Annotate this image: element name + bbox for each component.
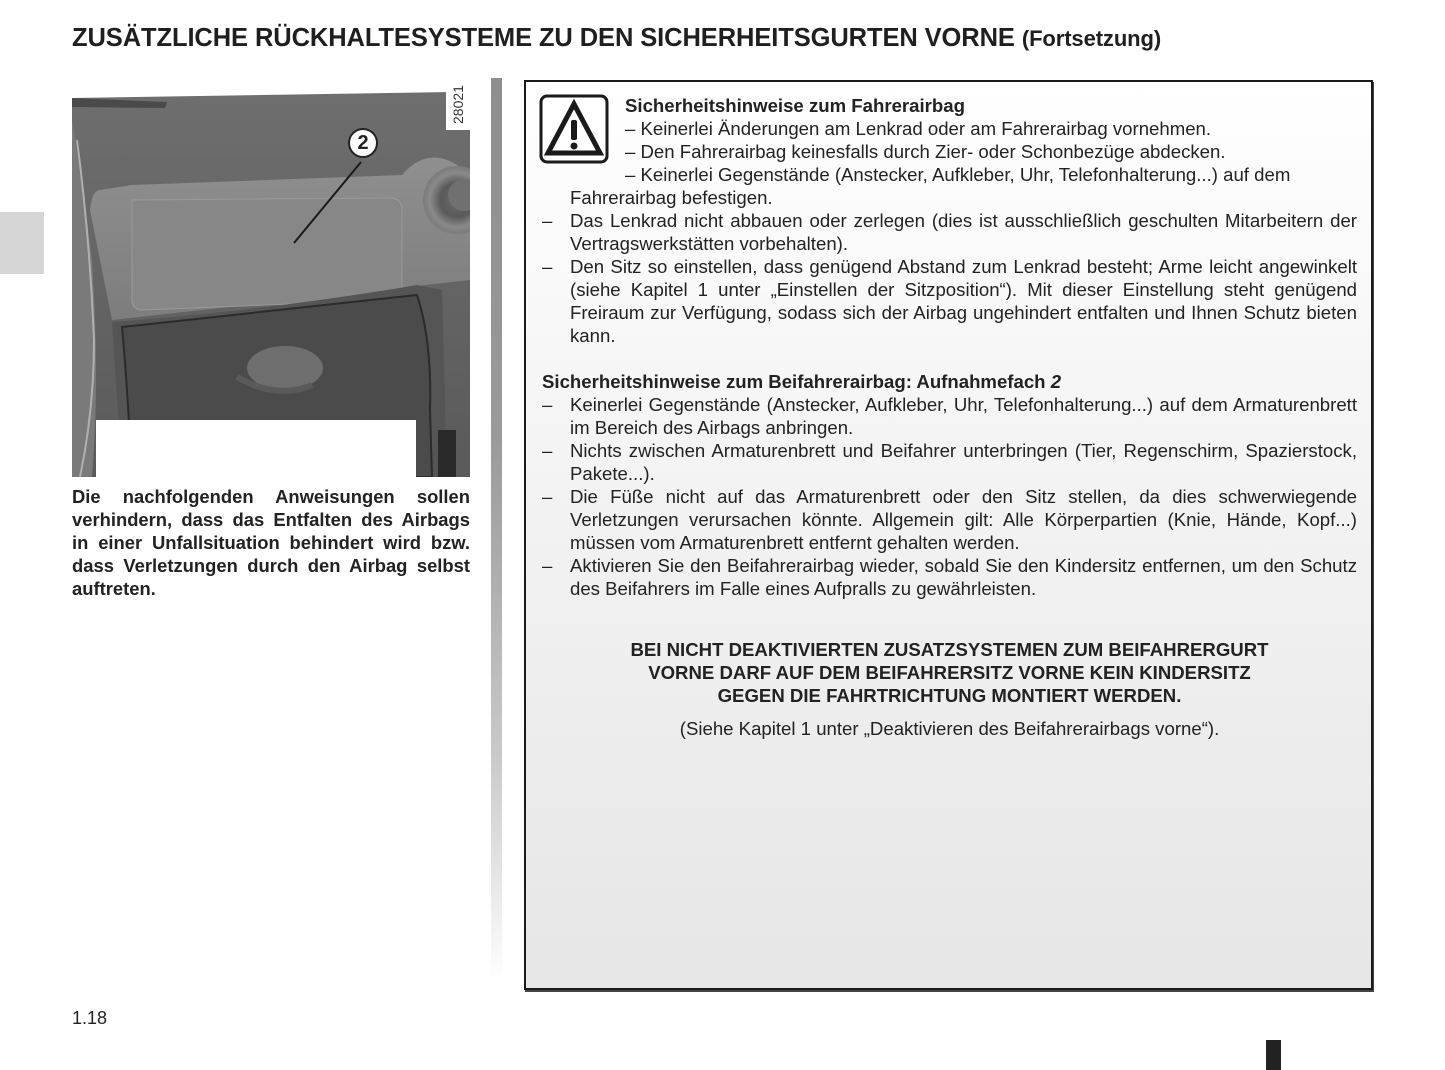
chapter-tab-marker (0, 212, 44, 274)
driver-inline-item: – Keinerlei Gegenstände (Anstecker, Aufkleber, Uhr, Telefonhalterung...) auf dem (625, 164, 1291, 185)
passenger-heading-ref: 2 (1050, 371, 1062, 392)
warning-content (542, 94, 1357, 740)
dashboard-passenger-airbag-icon (72, 80, 470, 477)
chapter-reference-note: (Siehe Kapitel 1 unter „Deaktivieren des Beifahrerairbags vorne“). (679, 718, 1220, 739)
passenger-list-item: – Keinerlei Gegenstände (Anstecker, Aufkleber, Uhr, Telefonhalterung...) auf dem Armaturenbrett im Bereich des Airbags anbringen. (542, 393, 1357, 439)
child-seat-warning-line: GEGEN DIE FAHRTRICHTUNG MONTIERT WERDEN. (717, 685, 1182, 706)
driver-inline-item: – Den Fahrerairbag keinesfalls durch Zier- oder Schonbezüge abdecken. (625, 141, 1226, 162)
photo-reference-number: 28021 (450, 85, 466, 124)
dashboard-illustration (72, 80, 470, 477)
child-seat-warning-line: BEI NICHT DEAKTIVIERTEN ZUSATZSYSTEMEN ZUM BEIFAHRERGURT (630, 639, 1269, 660)
page-title-suffix: (Fortsetzung) (1021, 26, 1162, 51)
passenger-heading-text: Sicherheitshinweise zum Beifahrerairbag: Aufnahmefach (542, 371, 1046, 392)
intro-paragraph: Die nachfolgenden Anweisungen sollen verhindern, dass das Entfalten des Airbags in einer Unfallsituation behindert wird bzw. dass Verletzungen durch den Airbag selbst auftreten. (72, 486, 470, 599)
column-divider-bar (491, 78, 502, 983)
driver-inline-continuation: Fahrerairbag befestigen. (570, 187, 773, 208)
photo-reference-box (446, 80, 470, 130)
child-seat-warning-line: VORNE DARF AUF DEM BEIFAHRERSITZ VORNE KEIN KINDERSITZ (648, 662, 1251, 683)
driver-airbag-heading: Sicherheitshinweise zum Fahrerairbag (625, 95, 965, 116)
passenger-list-item: – Nichts zwischen Armaturenbrett und Beifahrer unterbringen (Tier, Regenschirm, Spazierstock, Pakete...). (542, 439, 1357, 485)
passenger-list-item: – Aktivieren Sie den Beifahrerairbag wieder, sobald Sie den Kindersitz entfernen, um den Schutz des Beifahrers im Falle eines Aufpralls zu gewährleisten. (542, 554, 1357, 600)
driver-list-item: – Das Lenkrad nicht abbauen oder zerlegen (dies ist ausschließlich geschulten Mitarbeitern der Vertragswerkstätten vorbehalten). (542, 209, 1357, 255)
passenger-airbag-heading (542, 370, 1357, 393)
thumb-index-marker (1266, 1040, 1281, 1070)
page-title (72, 24, 1161, 53)
page-number: 1.18 (72, 1008, 108, 1028)
warning-box (524, 80, 1373, 990)
child-seat-warning (542, 638, 1357, 707)
callout-badge: 2 (348, 128, 378, 158)
driver-inline-item: – Keinerlei Änderungen am Lenkrad oder am Fahrerairbag vornehmen. (625, 118, 1212, 139)
driver-list-item: – Den Sitz so einstellen, dass genügend Abstand zum Lenkrad besteht; Arme leicht angewinkelt (siehe Kapitel 1 unter „Einstellen der Sitzposition“). Mit dieser Einstellung steht genügend Freiraum zur Verfügung, sodass sich der Airbag ungehindert entfalten und Ihnen Schutz bieten kann. (542, 255, 1357, 347)
page-title-main: ZUSÄTZLICHE RÜCKHALTESYSTEME ZU DEN SICHERHEITSGURTEN VORNE (72, 24, 1015, 52)
passenger-list-item: – Die Füße nicht auf das Armaturenbrett oder den Sitz stellen, da dies schwerwiegende Verletzungen verursachen könnte. Allgemein gilt: Alle Körperpartien (Knie, Hände, Kopf...) müssen vom Armaturenbrett entfernt gehalten werden. (542, 485, 1357, 554)
